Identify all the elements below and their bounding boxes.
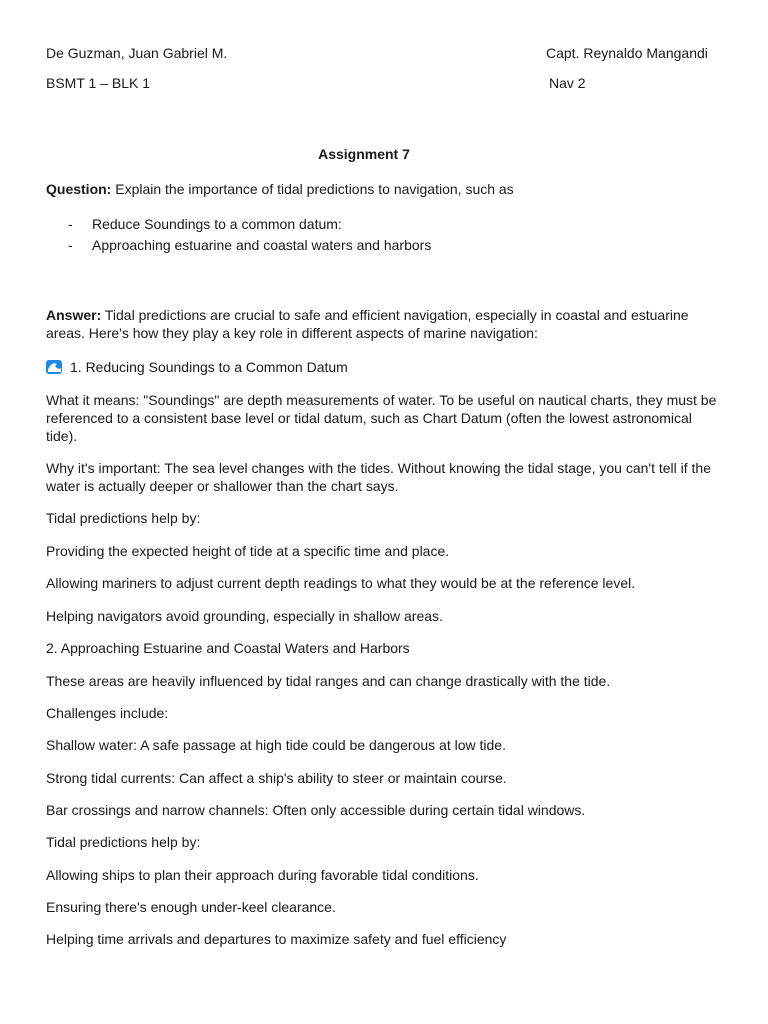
bullet-marker: - <box>68 216 73 232</box>
section2-heading: 2. Approaching Estuarine and Coastal Waters and Harbors <box>46 640 410 656</box>
section1-help-intro: Tidal predictions help by: <box>46 510 201 526</box>
bullet-marker: - <box>68 237 73 253</box>
section2-intro: These areas are heavily influenced by tidal ranges and can change drastically with the tide. <box>46 673 611 689</box>
question-label: Question: <box>46 181 112 197</box>
section1-help-item: Helping navigators avoid grounding, especially in shallow areas. <box>46 608 443 624</box>
answer-text: Tidal predictions are crucial to safe and efficient navigation, especially in coastal and estuarine areas. Here's how they play a key role in different aspects of marine navigation: <box>46 307 689 341</box>
section2-help-item: Ensuring there's enough under-keel clearance. <box>46 899 336 915</box>
why-important-paragraph: Why it's important: The sea level changes with the tides. Without knowing the tidal stage, you can't tell if the water is actually deeper or shallower than the chart says. <box>46 460 711 494</box>
challenge-item: Strong tidal currents: Can affect a ship's ability to steer or maintain course. <box>46 770 507 786</box>
assignment-title: Assignment 7 <box>318 146 410 162</box>
section2-help-intro: Tidal predictions help by: <box>46 834 201 850</box>
section1-help-item: Providing the expected height of tide at a specific time and place. <box>46 543 450 559</box>
question-bullet <box>68 215 342 233</box>
question-bullet <box>68 236 431 254</box>
instructor-name: Capt. Reynaldo Mangandi <box>546 45 708 61</box>
challenges-intro: Challenges include: <box>46 705 169 721</box>
bullet-text: Approaching estuarine and coastal waters and harbors <box>92 237 432 253</box>
water-wave-icon <box>46 360 62 374</box>
section2-help-item: Allowing ships to plan their approach during favorable tidal conditions. <box>46 867 479 883</box>
section1-help-item: Allowing mariners to adjust current depth readings to what they would be at the reference level. <box>46 575 636 591</box>
challenge-item: Shallow water: A safe passage at high tide could be dangerous at low tide. <box>46 737 506 753</box>
what-it-means-paragraph: What it means: "Soundings" are depth measurements of water. To be useful on nautical charts, they must be referenced to a consistent base level or tidal datum, such as Chart Datum (often the lowest astronomical tide). <box>46 392 717 444</box>
course-label: Nav 2 <box>549 75 586 91</box>
student-name: De Guzman, Juan Gabriel M. <box>46 45 228 61</box>
section1-heading <box>46 358 722 376</box>
section2-help-item: Helping time arrivals and departures to maximize safety and fuel efficiency <box>46 931 507 947</box>
answer-paragraph <box>46 306 722 342</box>
bullet-text: Reduce Soundings to a common datum: <box>92 216 342 232</box>
question-text: Explain the importance of tidal predictions to navigation, such as <box>111 181 514 197</box>
answer-label: Answer: <box>46 307 102 323</box>
section-label: BSMT 1 – BLK 1 <box>46 75 151 91</box>
section1-heading-text: 1. Reducing Soundings to a Common Datum <box>70 359 348 375</box>
question-paragraph <box>46 180 722 198</box>
challenge-item: Bar crossings and narrow channels: Often only accessible during certain tidal windows. <box>46 802 586 818</box>
